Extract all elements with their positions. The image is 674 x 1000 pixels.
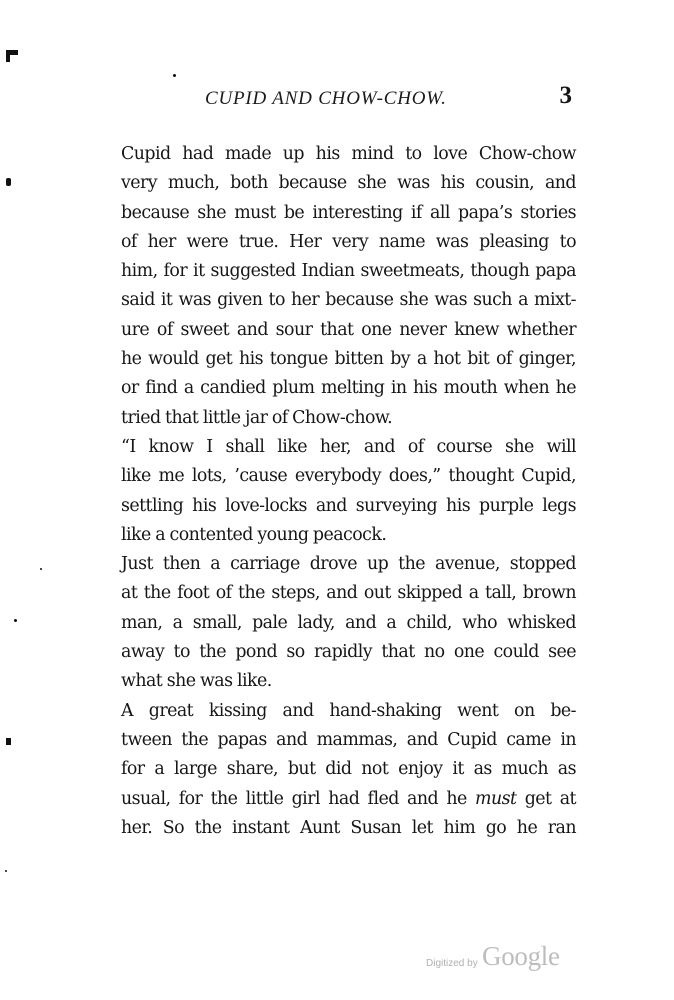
text-line: at the foot of the steps, and out skipped a tall, brown [121,583,576,604]
text-line [121,785,576,814]
text-line: tried that little jar of Chow-chow. [121,407,393,428]
text-line: what she was like. [121,671,272,692]
text-line: for a large share, but did not enjoy it as much as [121,759,576,780]
text-line: settling his love-locks and surveying his purple legs [121,495,576,516]
scan-mark [5,870,7,872]
page-number: 3 [559,82,572,109]
text-line: said it was given to her because she was such a mixt- [121,290,576,311]
scan-mark [6,50,10,62]
digitized-label: Digitized by [426,958,478,969]
text-line: because she must be interesting if all papa’s stories [121,202,576,223]
text-line: like me lots, ’cause everybody does,” thought Cupid, [121,466,576,487]
body-text [121,140,576,843]
text-line: tween the papas and mammas, and Cupid came in [121,729,576,750]
text-line: her. So the instant Aunt Susan let him go he ran [121,817,576,838]
text-line: Just then a carriage drove up the avenue, stopped [121,554,576,575]
text-line: like a contented young peacock. [121,524,387,545]
text-line: very much, both because she was his cousin, and [121,173,576,194]
scan-mark [40,568,42,570]
text-line: “I know I shall like her, and of course she will [121,436,576,457]
text-line: ure of sweet and sour that one never knew whether [121,319,576,340]
page-header [120,82,590,112]
text-line: he would get his tongue bitten by a hot bit of ginger, [121,349,576,370]
scan-mark [6,738,11,745]
emphasis-run: must [475,788,517,809]
text-line: Cupid had made up his mind to love Chow-chow [121,144,576,164]
text-line: or find a candied plum melting in his mouth when he [121,378,576,399]
text-line: of her were true. Her very name was pleasing to [121,231,576,252]
scan-mark [14,619,17,622]
text-run: get at [516,788,576,809]
text-line: him, for it suggested Indian sweetmeats, though papa [121,261,576,282]
text-run: usual, for the little girl had fled and he [121,788,476,809]
scan-mark [173,74,176,77]
running-title: CUPID AND CHOW-CHOW. [205,88,447,109]
text-line: away to the pond so rapidly that no one could see [121,642,576,663]
text-line: A great kissing and hand-shaking went on be- [121,700,576,721]
text-line: man, a small, pale lady, and a child, who whisked [121,612,576,633]
scan-mark [6,178,11,186]
google-watermark: Google [482,941,560,971]
